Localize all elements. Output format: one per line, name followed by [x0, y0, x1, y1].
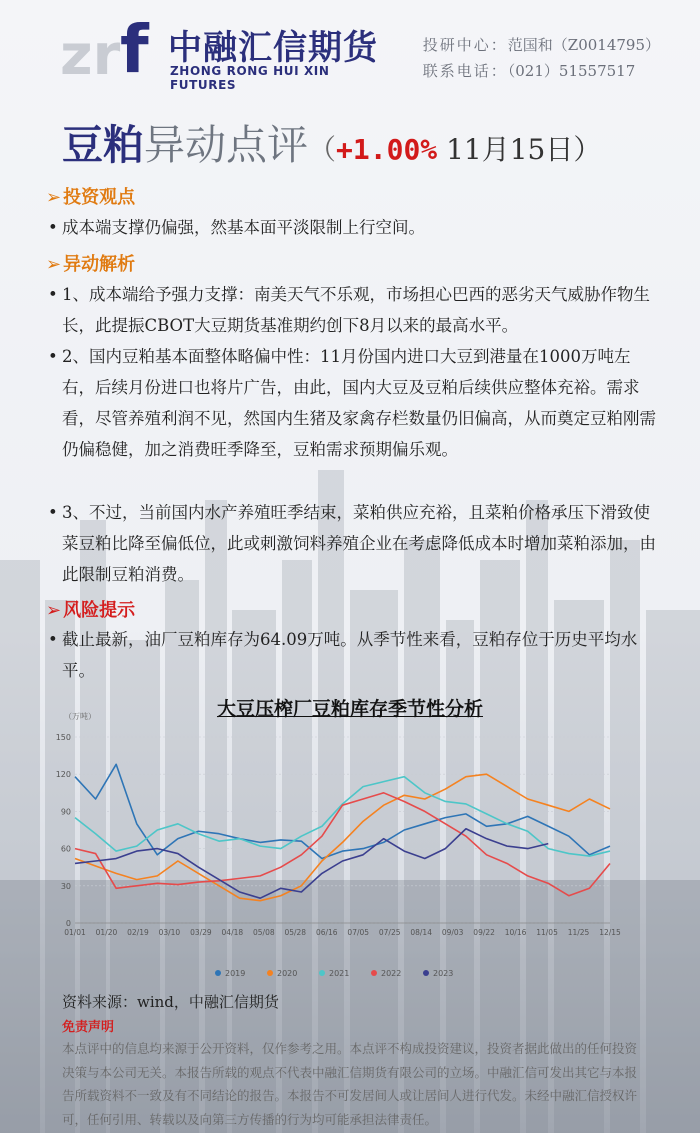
disclaimer-text: 本点评中的信息均来源于公开资料，仅作参考之用。本点评不构成投资建议，投资者据此做出的任何投资决策与本公司无关。本报告所载的观点不代表中融汇信期货有限公司的立场。中融汇信可发出其它与本报告所载资料不一致及有不同结论的报告。本报告不可发居间人或让居间人进行代发。未经中融汇信授权许可，任何引用、转载以及向第三方传播的行为均可能承担法律责任。: [62, 1041, 638, 1127]
x-tick-label: 08/14: [410, 928, 432, 937]
svg-text:zr: zr: [60, 23, 121, 78]
research-label: 投研中心：: [422, 36, 508, 54]
svg-text:f: f: [120, 16, 149, 78]
x-tick-label: 12/15: [599, 928, 621, 937]
analysis-text-1: 1、成本端给予强力支撑：南美天气不乐观，市场担心巴西的恶劣天气威胁作物生长，此提振CBOT大豆期货基准期约创下8月以来的最高水平。: [62, 285, 650, 335]
title-paren: （: [308, 133, 337, 166]
x-tick-label: 06/16: [315, 928, 338, 937]
bullet-icon: •: [48, 503, 58, 522]
legend-label-2019: 2019: [225, 969, 246, 978]
risk-text: 截止最新，油厂豆粕库存为64.09万吨。从季节性来看，豆粕存位于历史平均水平。: [62, 630, 638, 680]
legend-marker-2020: [267, 970, 273, 976]
analysis-text-3: 3、不过，当前国内水产养殖旺季结束，菜粕供应充裕，且菜粕价格承压下滑致使菜豆粕比降至偏低位，此或刺激饲料养殖企业在考虑降低成本时增加菜粕添加，由此限制豆粕消费。: [62, 503, 656, 584]
analysis-heading-text: 异动解析: [63, 254, 136, 275]
analysis-heading: [46, 250, 135, 276]
x-tick-label: 03/10: [158, 928, 181, 937]
x-tick-label: 04/18: [221, 928, 244, 937]
chart-title: 大豆压榨厂豆粕库存季节性分析: [216, 698, 483, 720]
y-axis-unit: （万吨）: [64, 712, 96, 721]
legend-marker-2021: [319, 970, 325, 976]
x-tick-label: 03/29: [190, 928, 212, 937]
logo-chinese-name: 中融汇信期货: [168, 28, 378, 68]
analysis-item-1: [48, 279, 658, 341]
y-tick-label: 60: [60, 844, 71, 854]
view-paragraph: [48, 212, 662, 243]
bullet-icon: •: [48, 285, 58, 304]
x-tick-label: 11/05: [536, 928, 558, 937]
risk-heading: [46, 596, 135, 622]
bullet-icon: •: [48, 630, 58, 649]
arrow-icon: ➢: [46, 254, 62, 275]
y-tick-label: 150: [55, 733, 71, 742]
y-tick-label: 0: [65, 919, 71, 928]
contact-info: [423, 32, 660, 84]
seasonal-inventory-chart: [0, 705, 700, 990]
page-title: [62, 112, 601, 171]
series-line-2020: [75, 774, 610, 900]
title-date: 11月15日）: [437, 133, 602, 166]
legend-marker-2023: [423, 970, 429, 976]
view-heading-text: 投资观点: [63, 187, 136, 208]
legend-marker-2022: [371, 970, 377, 976]
x-tick-label: 10/16: [504, 928, 527, 937]
title-change: +1.00%: [336, 133, 438, 166]
logo-english-name: ZHONG RONG HUI XIN FUTURES: [170, 64, 330, 92]
risk-heading-text: 风险提示: [63, 600, 136, 621]
title-kind: 异动点评: [144, 121, 308, 169]
bullet-icon: •: [48, 347, 58, 366]
legend-label-2022: 2022: [381, 969, 402, 978]
y-tick-label: 120: [55, 770, 71, 780]
zrf-logo-icon: [60, 16, 158, 78]
phone-label: 联系电话：: [422, 62, 508, 80]
arrow-icon: ➢: [46, 600, 62, 621]
y-tick-label: 90: [60, 807, 71, 817]
y-tick-label: 30: [60, 881, 71, 891]
analysis-text-2: 2、国内豆粕基本面整体略偏中性：11月份国内进口大豆到港量在1000万吨左右，后续月份进口也将片广告，由此，国内大豆及豆粕后续供应整体充裕。需求看，尽管养殖利润不见，然国内生猪及家禽存栏数量仍旧偏高，从而奠定豆粕刚需仍偏稳健，加之消费旺季降至，豆粕需求预期偏乐观。: [62, 347, 656, 459]
x-tick-label: 09/22: [473, 928, 495, 937]
series-line-2021: [75, 777, 610, 856]
legend-label-2023: 2023: [433, 969, 454, 978]
x-tick-label: 01/20: [95, 928, 118, 937]
title-commodity: 豆粕: [62, 121, 144, 169]
company-logo: [60, 14, 380, 92]
bullet-icon: •: [48, 218, 58, 237]
x-tick-label: 05/08: [253, 928, 275, 937]
series-line-2022: [75, 793, 610, 896]
analysis-item-3: [48, 497, 658, 590]
legend-marker-2019: [215, 970, 221, 976]
x-tick-label: 11/25: [567, 928, 590, 937]
x-tick-label: 07/25: [378, 928, 401, 937]
legend-label-2020: 2020: [277, 969, 298, 978]
x-tick-label: 05/28: [284, 928, 307, 937]
view-text: 成本端支撑仍偏强，然基本面平淡限制上行空间。: [62, 218, 425, 237]
analysis-item-2: [48, 341, 658, 465]
research-value: 范国和（Z0014795）: [507, 36, 660, 54]
risk-paragraph: [48, 624, 658, 686]
legend-label-2021: 2021: [329, 969, 350, 978]
x-tick-label: 01/01: [64, 928, 86, 937]
source-note: 资料来源：wind，中融汇信期货: [62, 993, 279, 1011]
arrow-icon: ➢: [46, 187, 62, 208]
x-tick-label: 07/05: [347, 928, 370, 937]
disclaimer-heading: 免责声明: [62, 1020, 115, 1035]
phone-value: （021）51557517: [507, 62, 636, 80]
x-tick-label: 02/19: [127, 928, 149, 937]
view-heading: [46, 183, 135, 209]
x-tick-label: 09/03: [441, 928, 464, 937]
